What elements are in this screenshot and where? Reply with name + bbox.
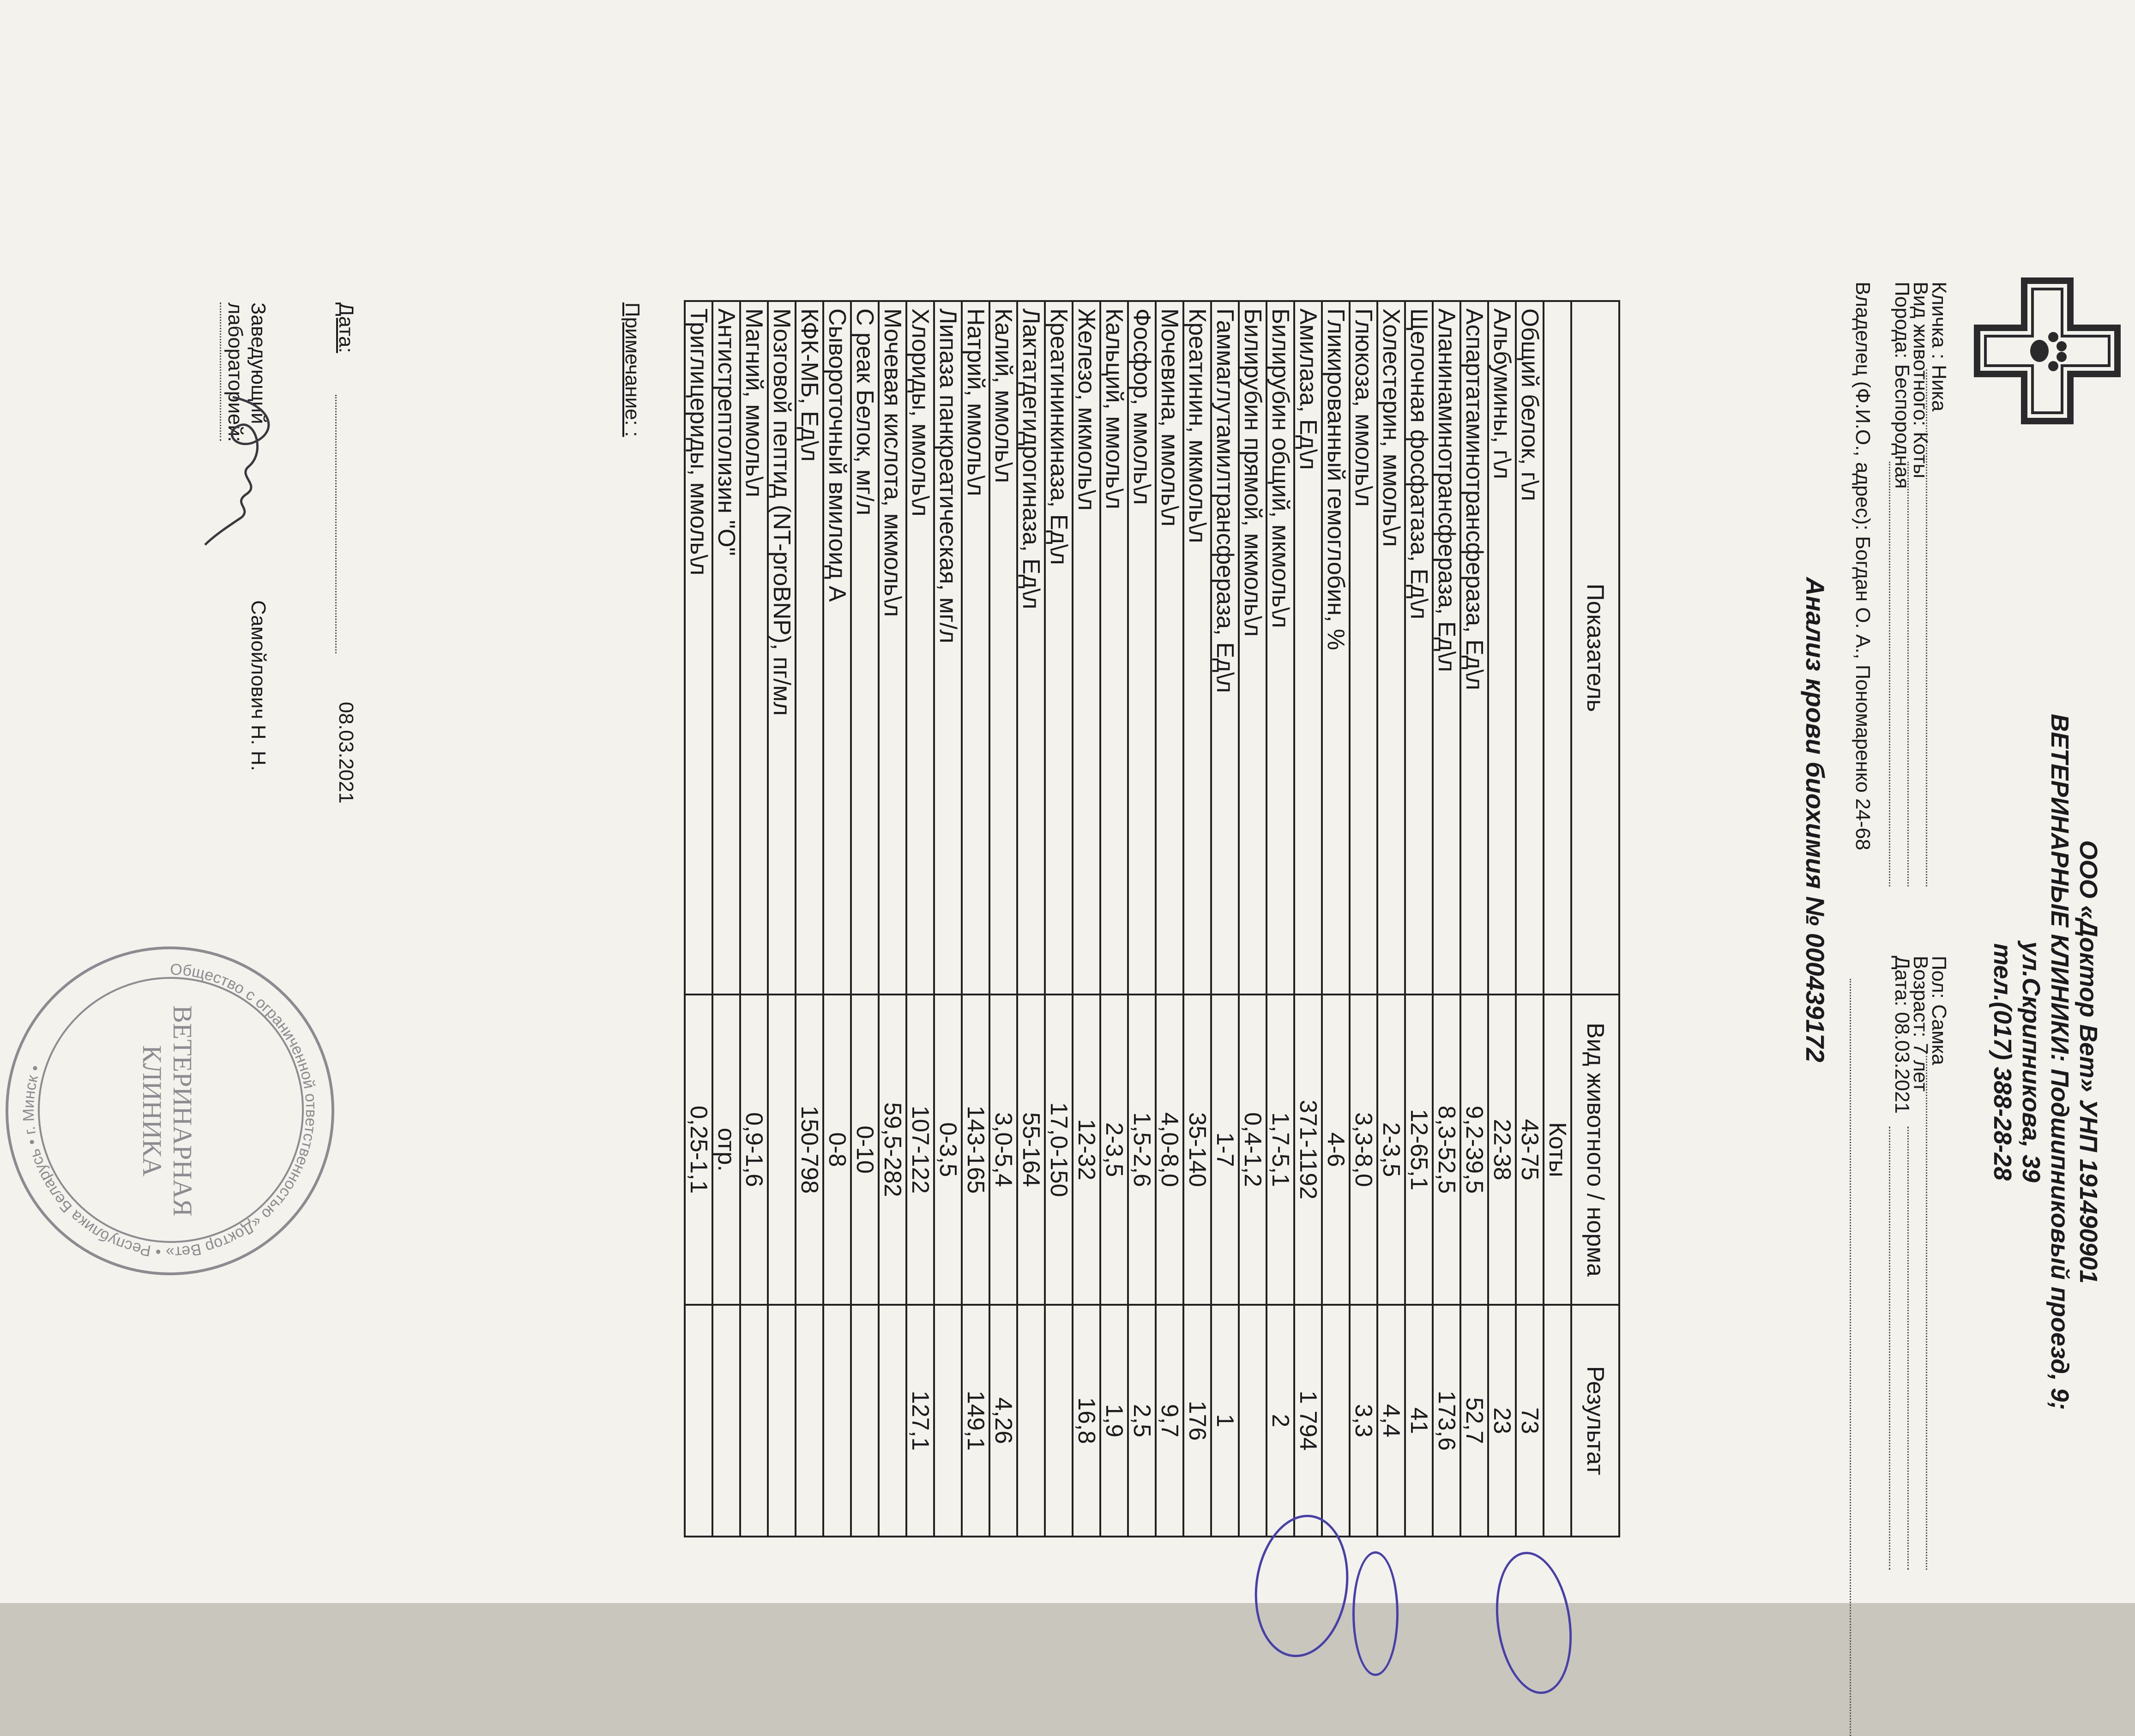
norm-cell: 43-75 bbox=[1516, 995, 1544, 1305]
result-cell: 3,3 bbox=[1350, 1305, 1377, 1537]
norm-cell: 0,4-1,2 bbox=[1239, 995, 1267, 1305]
table-row bbox=[1267, 301, 1294, 1537]
parameter-cell: Амилаза, Ед\л bbox=[1294, 301, 1322, 995]
result-cell bbox=[823, 1305, 851, 1537]
address-line: ул.Скрипникова, 39 bbox=[2017, 941, 2045, 1182]
parameter-cell: Магний, ммоль\л bbox=[740, 301, 768, 995]
norm-cell: 143-165 bbox=[962, 995, 989, 1305]
table-row bbox=[1405, 301, 1433, 1537]
norm-cell: 150-798 bbox=[796, 995, 823, 1305]
result-cell: 52,7 bbox=[1460, 1305, 1488, 1537]
norm-cell: 22-38 bbox=[1488, 995, 1516, 1305]
result-cell: 1 bbox=[1211, 1305, 1239, 1537]
parameter-cell: Натрий, ммоль\л bbox=[962, 301, 989, 995]
table-row bbox=[962, 301, 989, 1537]
paw-icon bbox=[2022, 326, 2073, 376]
parameter-cell: Кальций, ммоль\л bbox=[1100, 301, 1128, 995]
norm-cell: 2-3,5 bbox=[1100, 995, 1128, 1305]
norm-cell: 0-10 bbox=[851, 995, 879, 1305]
table-row bbox=[1017, 301, 1045, 1537]
result-cell: 9,7 bbox=[1156, 1305, 1183, 1537]
age-line bbox=[1907, 1127, 1909, 1570]
species-line bbox=[1907, 462, 1909, 886]
nickname-field: Кличка : Ника bbox=[1928, 282, 1950, 412]
footer-date: 08.03.2021 bbox=[335, 702, 357, 804]
head-label-1: Заведующий bbox=[247, 302, 270, 424]
norm-cell: 0-3,5 bbox=[934, 995, 962, 1305]
table-row bbox=[851, 301, 879, 1537]
parameter-cell: Триглицериды, ммоль\л bbox=[685, 301, 712, 995]
result-cell: 1 794 bbox=[1294, 1305, 1322, 1537]
header-result: Результат bbox=[1571, 1305, 1619, 1537]
parameter-cell: Щелочная фосфатаза, Ед\л bbox=[1405, 301, 1433, 995]
norm-cell: 107-122 bbox=[906, 995, 934, 1305]
result-cell: 23 bbox=[1488, 1305, 1516, 1537]
parameter-cell: Фосфор, ммоль\л bbox=[1128, 301, 1156, 995]
norm-cell: 12-65,1 bbox=[1405, 995, 1433, 1305]
result-cell: 41 bbox=[1405, 1305, 1433, 1537]
parameter-cell: Холестерин, ммоль\л bbox=[1377, 301, 1405, 995]
table-row bbox=[1377, 301, 1405, 1537]
parameter-cell: Мочевая кислота, мкмоль\л bbox=[879, 301, 906, 995]
sex-line bbox=[1926, 1053, 1927, 1570]
parameter-cell: Глюкоза, ммоль\л bbox=[1350, 301, 1377, 995]
norm-cell: 35-140 bbox=[1183, 995, 1211, 1305]
table-row bbox=[1488, 301, 1516, 1537]
clinics-line: ВЕТЕРИНАРНЫЕ КЛИНИКИ: Подшипниковый проезд, 9; bbox=[2046, 714, 2074, 1410]
result-cell: 16,8 bbox=[1073, 1305, 1100, 1537]
norm-cell: 1,5-2,6 bbox=[1128, 995, 1156, 1305]
results-table bbox=[684, 300, 1620, 1537]
result-cell bbox=[851, 1305, 879, 1537]
species-field: Вид животного: Коты bbox=[1909, 282, 1932, 479]
result-cell bbox=[934, 1305, 962, 1537]
norm-cell: 3,3-8,0 bbox=[1350, 995, 1377, 1305]
pen-circle-amylase bbox=[1352, 1551, 1399, 1676]
parameter-cell: Креатининкиназа, Ед\л bbox=[1045, 301, 1073, 995]
parameter-cell: Альбумины, г\л bbox=[1488, 301, 1516, 995]
table-row bbox=[1460, 301, 1488, 1537]
norm-cell: 17,0-150 bbox=[1045, 995, 1073, 1305]
result-cell bbox=[685, 1305, 712, 1537]
table-header-row bbox=[1571, 301, 1619, 1537]
norm-cell: 9,2-39,5 bbox=[1460, 995, 1488, 1305]
parameter-cell: Мочевина, ммоль\л bbox=[1156, 301, 1183, 995]
note-label: Примечание: : bbox=[621, 302, 644, 437]
table-row bbox=[712, 301, 740, 1537]
parameter-cell: Калий, ммоль\л bbox=[989, 301, 1017, 995]
parameter-cell: Общий белок, г\л bbox=[1516, 301, 1544, 995]
parameter-cell: Аспартатаминотрансфераза, Ед\л bbox=[1460, 301, 1488, 995]
footer-date-line bbox=[335, 395, 337, 653]
animal-name: Коты bbox=[1544, 995, 1571, 1305]
norm-cell bbox=[768, 995, 796, 1305]
sex-field: Пол: Самка bbox=[1928, 956, 1950, 1065]
breed-field: Порода: Беспородная bbox=[1891, 282, 1913, 489]
table-row bbox=[1156, 301, 1183, 1537]
header-norm: Вид животного / норма bbox=[1571, 995, 1619, 1305]
owner-line bbox=[1850, 979, 1851, 1736]
result-cell: 127,1 bbox=[906, 1305, 934, 1537]
stamp-line-2: КЛИНИКА bbox=[137, 1045, 167, 1177]
result-cell: 4,4 bbox=[1377, 1305, 1405, 1537]
document-title: Анализ крови биохимия № 000439172 bbox=[1801, 577, 1830, 1062]
norm-cell: 0,9-1,6 bbox=[740, 995, 768, 1305]
result-cell bbox=[796, 1305, 823, 1537]
table-row bbox=[1211, 301, 1239, 1537]
norm-cell: 4-6 bbox=[1322, 995, 1350, 1305]
norm-cell: отр. bbox=[712, 995, 740, 1305]
table-row bbox=[1350, 301, 1377, 1537]
date-label: Дата: bbox=[335, 302, 357, 353]
parameter-cell: Антистрептолизин "О" bbox=[712, 301, 740, 995]
result-cell bbox=[1017, 1305, 1045, 1537]
parameter-cell: Билирубин прямой, мкмоль\л bbox=[1239, 301, 1267, 995]
owner-field: Владелец (Ф.И.О., адрес): Богдан О. А., Пономаренко 24-68 bbox=[1852, 282, 1874, 850]
result-cell: 173,6 bbox=[1433, 1305, 1460, 1537]
parameter-cell: Лактатдегидрогиназа, Ед\л bbox=[1017, 301, 1045, 995]
parameter-cell: Гликированный гемоглобин, % bbox=[1322, 301, 1350, 995]
result-cell bbox=[1045, 1305, 1073, 1537]
table-row bbox=[879, 301, 906, 1537]
result-cell bbox=[712, 1305, 740, 1537]
table-row bbox=[906, 301, 934, 1537]
table-row bbox=[1322, 301, 1350, 1537]
result-cell bbox=[879, 1305, 906, 1537]
date-line bbox=[1889, 1127, 1890, 1570]
parameter-cell: Креатинин, мкмоль\л bbox=[1183, 301, 1211, 995]
result-cell: 176 bbox=[1183, 1305, 1211, 1537]
parameter-cell: Железо, мкмоль\л bbox=[1073, 301, 1100, 995]
breed-line bbox=[1889, 462, 1890, 886]
result-cell: 2 bbox=[1267, 1305, 1294, 1537]
phone-line: тел.(017) 388-28-28 bbox=[1989, 943, 2016, 1181]
header-parameter: Показатель bbox=[1571, 301, 1619, 995]
table-row bbox=[1100, 301, 1128, 1537]
table-row bbox=[1516, 301, 1544, 1537]
result-cell bbox=[1322, 1305, 1350, 1537]
result-cell: 149,1 bbox=[962, 1305, 989, 1537]
result-cell: 2,5 bbox=[1128, 1305, 1156, 1537]
parameter-cell: С реак Белок, мг/л bbox=[851, 301, 879, 995]
parameter-cell: Липаза панкреатическая, мг/л bbox=[934, 301, 962, 995]
table-row bbox=[934, 301, 962, 1537]
table-row bbox=[768, 301, 796, 1537]
result-cell bbox=[768, 1305, 796, 1537]
result-cell: 1,9 bbox=[1100, 1305, 1128, 1537]
clinic-header bbox=[1988, 531, 2103, 1593]
stamp-line-1: ВЕТЕРИНАРНАЯ bbox=[168, 1005, 198, 1217]
norm-cell: 1,7-5,1 bbox=[1267, 995, 1294, 1305]
table-row bbox=[1239, 301, 1267, 1537]
norm-cell: 8,3-52,5 bbox=[1433, 995, 1460, 1305]
parameter-cell: Сывороточный вмилоид А bbox=[823, 301, 851, 995]
parameter-cell: Мозговой пептид (NT-proBNP), пг/мл bbox=[768, 301, 796, 995]
table-row bbox=[1045, 301, 1073, 1537]
norm-cell: 0,25-1,1 bbox=[685, 995, 712, 1305]
head-label-2: лабораторией: bbox=[224, 302, 247, 442]
norm-cell: 0-8 bbox=[823, 995, 851, 1305]
head-name: Самойлович Н. Н. bbox=[247, 600, 270, 772]
table-row bbox=[1183, 301, 1211, 1537]
signature-icon bbox=[196, 379, 293, 563]
table-row bbox=[685, 301, 712, 1537]
result-cell bbox=[1239, 1305, 1267, 1537]
pen-circle-aminotransferases bbox=[1487, 1547, 1580, 1699]
norm-cell: 59,5-282 bbox=[879, 995, 906, 1305]
parameter-cell: КФК-МБ, Ед\л bbox=[796, 301, 823, 995]
clinic-stamp bbox=[6, 946, 334, 1275]
result-cell: 73 bbox=[1516, 1305, 1544, 1537]
table-row bbox=[1294, 301, 1322, 1537]
norm-cell: 4,0-8,0 bbox=[1156, 995, 1183, 1305]
result-cell bbox=[740, 1305, 768, 1537]
table-row bbox=[740, 301, 768, 1537]
parameter-cell: Билирубин общий, мкмоль\л bbox=[1267, 301, 1294, 995]
result-cell: 4,26 bbox=[989, 1305, 1017, 1537]
svg-text:Общество с ограниченной ответс: Общество с ограниченной ответственностью «Доктор Вет» • Республика Беларусь • г. Минск • bbox=[19, 960, 320, 1261]
parameter-cell: Гаммаглутамилтрансфераза, Ед\л bbox=[1211, 301, 1239, 995]
date-field: Дата: 08.03.2021 bbox=[1891, 956, 1913, 1114]
table-row bbox=[796, 301, 823, 1537]
age-field: Возраст: 7 лет bbox=[1909, 956, 1932, 1092]
norm-cell: 55-164 bbox=[1017, 995, 1045, 1305]
norm-cell: 371-1192 bbox=[1294, 995, 1322, 1305]
table-row bbox=[1433, 301, 1460, 1537]
table-row bbox=[989, 301, 1017, 1537]
norm-cell: 3,0-5,4 bbox=[989, 995, 1017, 1305]
norm-cell: 12-32 bbox=[1073, 995, 1100, 1305]
parameter-cell: Хлориды, ммоль\л bbox=[906, 301, 934, 995]
table-row bbox=[823, 301, 851, 1537]
table-row bbox=[1128, 301, 1156, 1537]
animal-row bbox=[1544, 301, 1571, 1537]
table-row bbox=[1073, 301, 1100, 1537]
org-line: ООО «Доктор Вет» УНП 191490901 bbox=[2075, 840, 2102, 1284]
parameter-cell: Аланинаминотрансфераза, Ед\л bbox=[1433, 301, 1460, 995]
norm-cell: 2-3,5 bbox=[1377, 995, 1405, 1305]
norm-cell: 1-7 bbox=[1211, 995, 1239, 1305]
